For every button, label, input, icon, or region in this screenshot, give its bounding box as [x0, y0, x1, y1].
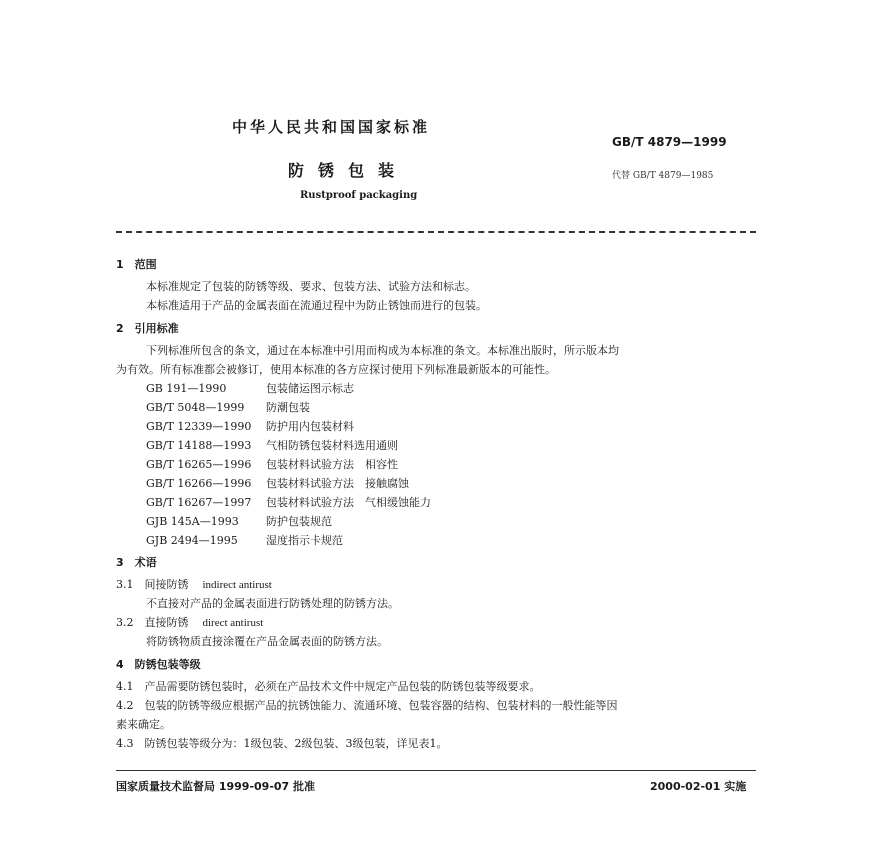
- national-standard-label: 中华人民共和国国家标准: [232, 118, 431, 136]
- approval-date: 国家质量技术监督局 1999-09-07 批准: [116, 780, 316, 793]
- reference-item: GB 191—1990 包装储运图示标志: [146, 382, 354, 395]
- term-3-1-definition: 不直接对产品的金属表面进行防锈处理的防锈方法。: [146, 597, 399, 610]
- clause-4-3: 4.3 防锈包装等级分为：1级包装、2级包装、3级包装，详见表1。: [116, 737, 448, 750]
- reference-item: GB/T 16267—1997 包装材料试验方法 气相缓蚀能力: [146, 496, 431, 509]
- reference-item: GB/T 14188—1993 气相防锈包装材料选用通则: [146, 439, 398, 452]
- section-1-paragraph-2: 本标准适用于产品的金属表面在流通过程中为防止锈蚀而进行的包装。: [146, 299, 487, 312]
- document-title-en: Rustproof packaging: [300, 190, 418, 201]
- clause-4-2-line-2: 素来确定。: [116, 718, 171, 731]
- replaces-standard: 代替 GB/T 4879—1985: [612, 171, 714, 181]
- section-3-heading: 3 术语: [116, 556, 157, 569]
- section-1-heading: 1 范围: [116, 258, 157, 271]
- section-4-heading: 4 防锈包装等级: [116, 658, 201, 671]
- footer-divider: [116, 770, 756, 771]
- clause-4-2-line-1: 4.2 包装的防锈等级应根据产品的抗锈蚀能力、流通环境、包装容器的结构、包装材料的一般性能等因: [116, 699, 618, 712]
- document-title-cn: 防锈包装: [288, 161, 409, 180]
- section-2-intro-line-1: 下列标准所包含的条文，通过在本标准中引用而构成为本标准的条文。本标准出版时，所示版本均: [146, 344, 619, 357]
- section-1-paragraph-1: 本标准规定了包装的防锈等级、要求、包装方法、试验方法和标志。: [146, 280, 476, 293]
- section-2-intro-line-2: 为有效。所有标准都会被修订，使用本标准的各方应探讨使用下列标准最新版本的可能性。: [116, 363, 556, 376]
- reference-item: GJB 2494—1995 湿度指示卡规范: [146, 534, 343, 547]
- header-divider: [116, 231, 756, 233]
- section-2-heading: 2 引用标准: [116, 322, 179, 335]
- term-3-2-definition: 将防锈物质直接涂覆在产品金属表面的防锈方法。: [146, 635, 388, 648]
- term-3-2: 3.2 直接防锈 direct antirust: [116, 616, 264, 629]
- clause-4-1: 4.1 产品需要防锈包装时，必须在产品技术文件中规定产品包装的防锈包装等级要求。: [116, 680, 541, 693]
- reference-item: GB/T 16266—1996 包装材料试验方法 接触腐蚀: [146, 477, 409, 490]
- reference-item: GB/T 12339—1990 防护用内包装材料: [146, 420, 354, 433]
- reference-item: GB/T 16265—1996 包装材料试验方法 相容性: [146, 458, 398, 471]
- standard-number: GB/T 4879—1999: [612, 135, 727, 149]
- term-3-1: 3.1 间接防锈 indirect antirust: [116, 578, 272, 591]
- reference-item: GB/T 5048—1999 防潮包装: [146, 401, 310, 414]
- implementation-date: 2000-02-01 实施: [650, 780, 747, 793]
- reference-item: GJB 145A—1993 防护包装规范: [146, 515, 332, 528]
